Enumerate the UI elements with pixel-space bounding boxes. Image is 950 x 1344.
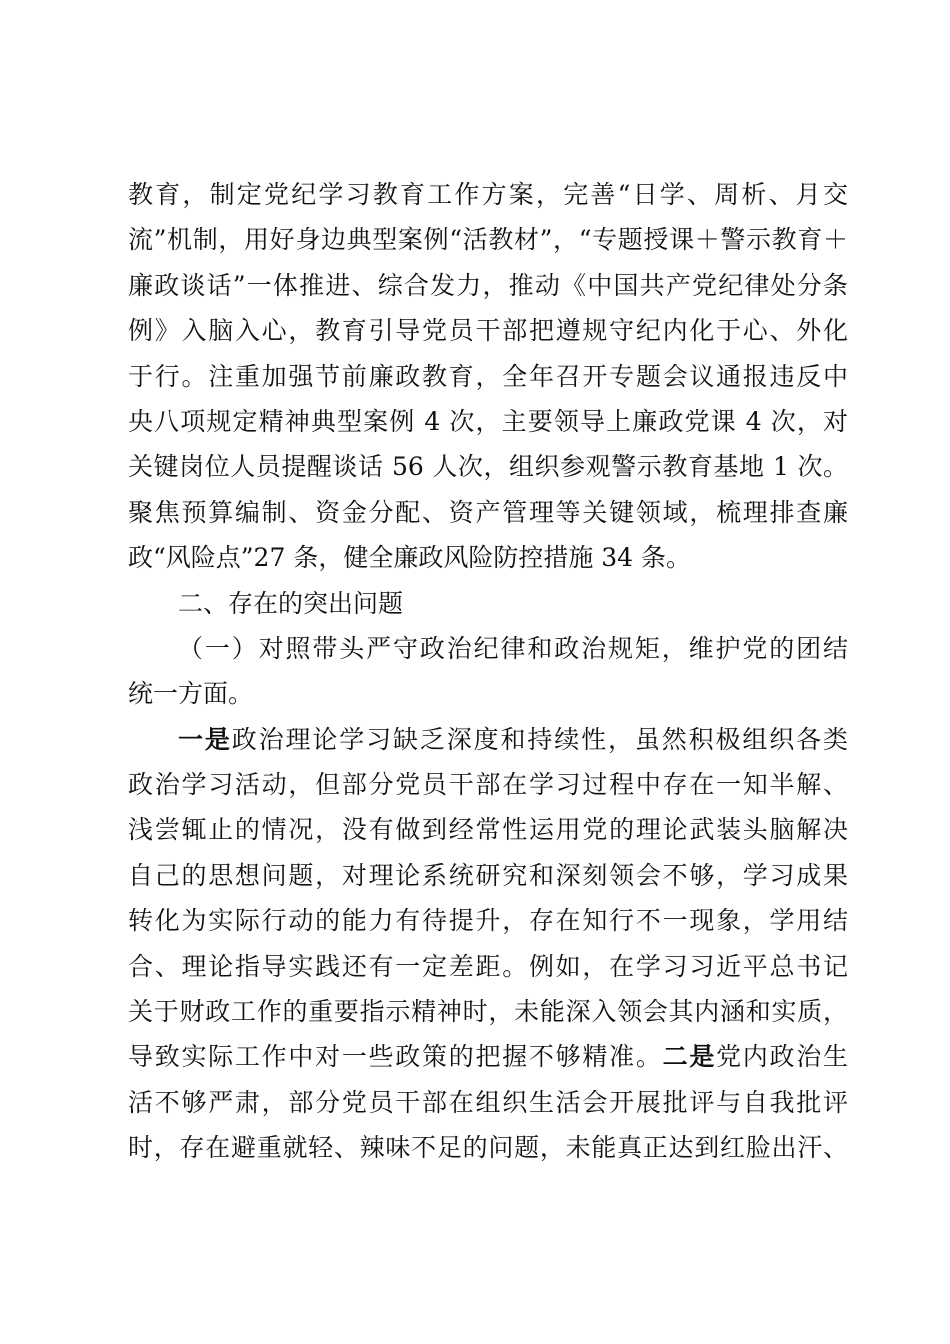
para2-line-10: 时，存在避重就轻、辣味不足的问题，未能真正达到红脸出汗、 — [128, 1133, 848, 1163]
para2-line-1-text: 政治理论学习缺乏深度和持续性，虽然积极组织各类 — [231, 724, 848, 754]
para2-line-9: 活不够严肃，部分党员干部在组织生活会开展批评与自我批评 — [128, 1087, 848, 1117]
point-two-label: 二是 — [662, 1042, 717, 1072]
para2-line-8 — [128, 1034, 848, 1079]
para1-line-2: 流”机制，用好身边典型案例“活教材”，“专题授课＋警示教育＋ — [128, 225, 848, 255]
para2-line-8-start: 导致实际工作中对一些政策的把握不够精准。 — [128, 1042, 663, 1072]
para2-line-8-end: 党内政治生 — [716, 1042, 848, 1072]
section-heading: 二、存在的突出问题 — [178, 588, 404, 618]
document-body — [128, 172, 848, 1171]
para1-line-3: 廉政谈话”一体推进、综合发力，推动《中国共产党纪律处分条 — [128, 270, 848, 300]
para2-line-1 — [128, 717, 848, 762]
para1-line-1: 教育，制定党纪学习教育工作方案，完善“日学、周析、月交 — [128, 180, 848, 209]
para2-line-3: 浅尝辄止的情况，没有做到经常性运用党的理论武装头脑解决 — [128, 815, 848, 845]
subheading-line-1: （一）对照带头严守政治纪律和政治规矩，维护党的团结 — [178, 633, 848, 663]
para2-line-7: 关于财政工作的重要指示精神时，未能深入领会其内涵和实质， — [128, 997, 848, 1027]
para1-line-8: 聚焦预算编制、资金分配、资产管理等关键领域，梳理排查廉 — [128, 497, 848, 527]
para2-line-2: 政治学习活动，但部分党员干部在学习过程中存在一知半解、 — [128, 770, 848, 800]
para1-line-5: 于行。注重加强节前廉政教育，全年召开专题会议通报违反中 — [128, 361, 848, 391]
para1-line-6: 央八项规定精神典型案例 4 次，主要领导上廉政党课 4 次，对 — [128, 406, 848, 436]
para1-line-4: 例》入脑入心，教育引导党员干部把遵规守纪内化于心、外化 — [128, 316, 848, 346]
para2-line-6: 合、理论指导实践还有一定差距。例如，在学习习近平总书记 — [128, 951, 848, 981]
para1-line-9: 政“风险点”27 条，健全廉政风险防控措施 34 条。 — [128, 543, 692, 573]
para2-line-5: 转化为实际行动的能力有待提升，存在知行不一现象，学用结 — [128, 906, 848, 936]
point-one-label: 一是 — [178, 724, 232, 754]
subheading-line-2: 统一方面。 — [128, 679, 254, 709]
para1-line-7: 关键岗位人员提醒谈话 56 人次，组织参观警示教育基地 1 次。 — [128, 452, 848, 482]
para2-line-4: 自己的思想问题，对理论系统研究和深刻领会不够，学习成果 — [128, 860, 848, 890]
